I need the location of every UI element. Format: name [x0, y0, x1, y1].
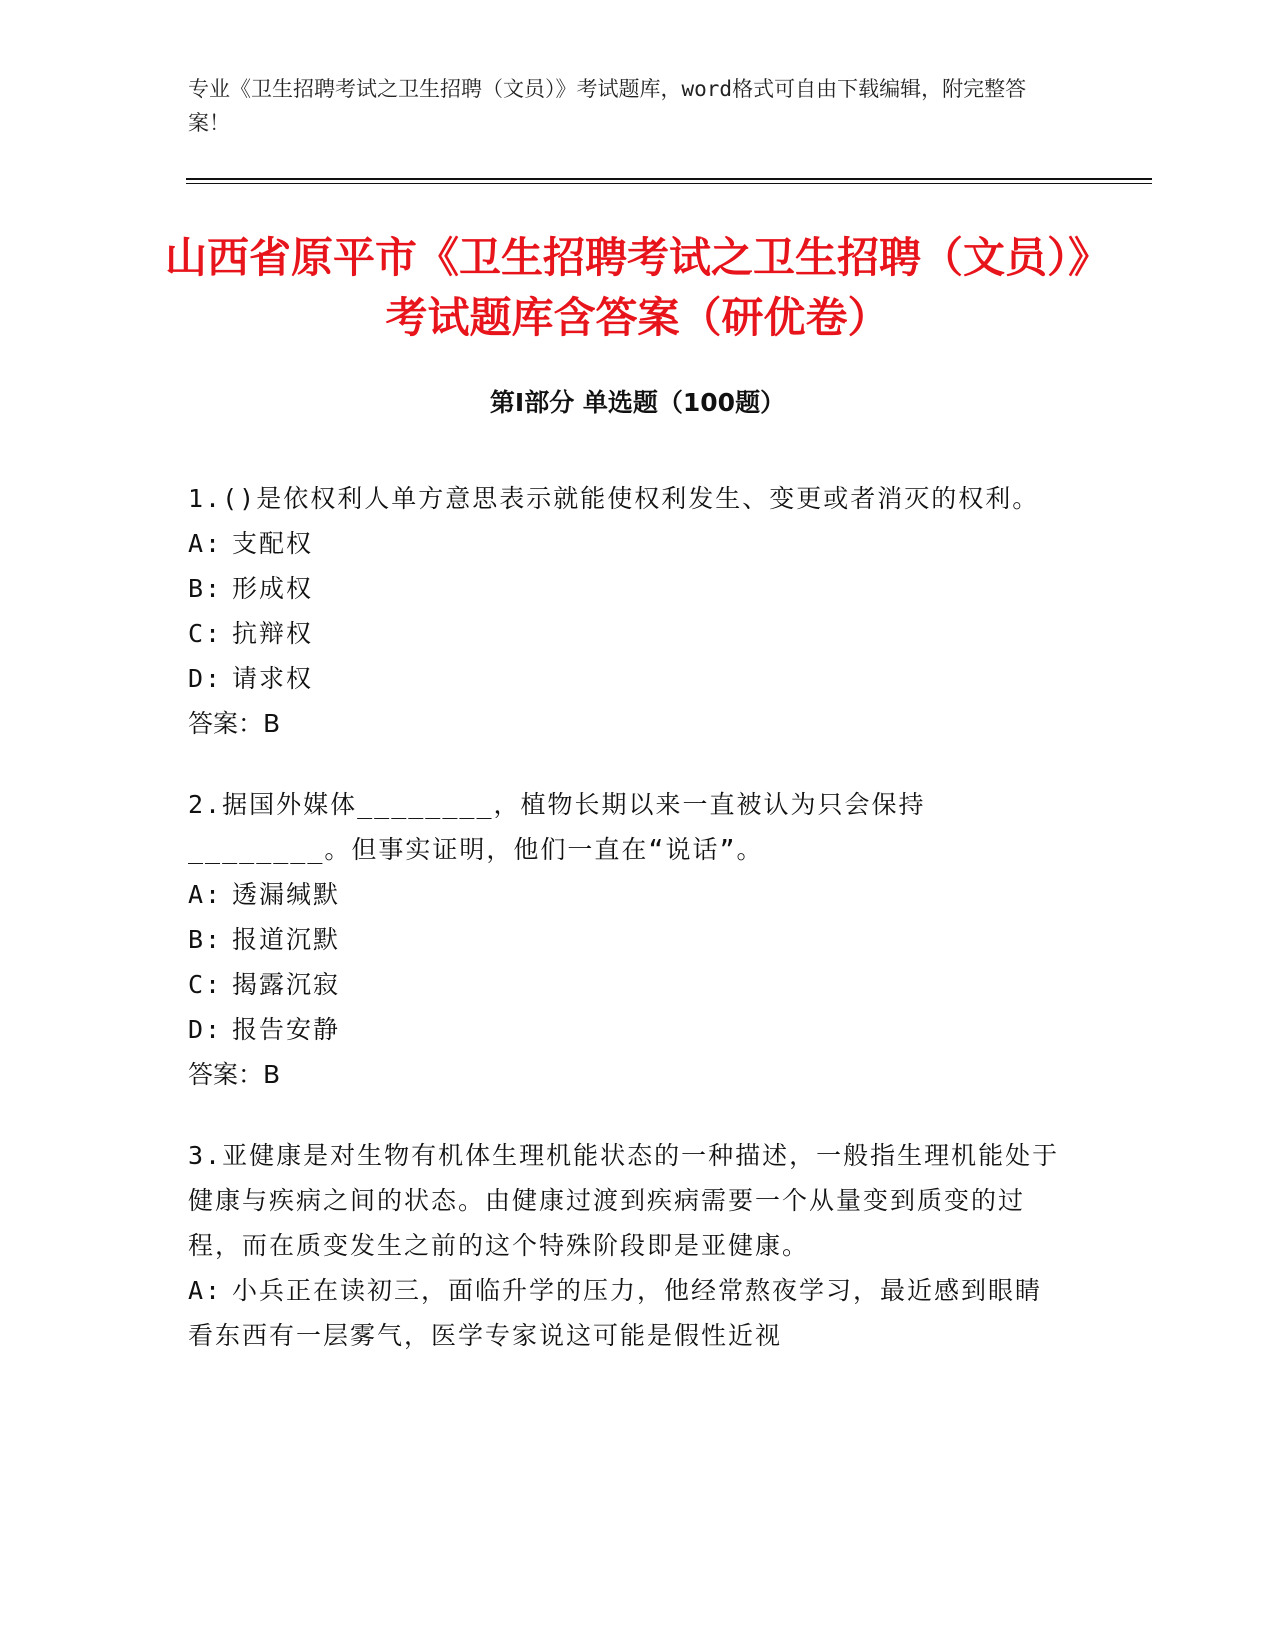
option-a [188, 872, 1068, 917]
option-d [188, 656, 1068, 701]
question-3 [188, 1133, 1068, 1358]
option-label: D: [188, 664, 223, 693]
option-label: A: [188, 529, 223, 558]
question-text: 3.亚健康是对生物有机体生理机能状态的一种描述，一般指生理机能处于健康与疾病之间的状态。由健康过渡到疾病需要一个从量变到质变的过程，而在质变发生之前的这个特殊阶段即是亚健康。 [188, 1141, 1060, 1260]
option-text: 揭露沉寂 [232, 970, 341, 999]
option-a [188, 521, 1068, 566]
option-d [188, 1007, 1068, 1052]
option-label: C: [188, 619, 223, 648]
option-label: C: [188, 970, 223, 999]
option-text: 报道沉默 [232, 925, 341, 954]
option-a [188, 1268, 1068, 1358]
question-2 [188, 782, 1068, 1097]
question-1 [188, 476, 1068, 746]
option-text: 小兵正在读初三，面临升学的压力，他经常熬夜学习，最近感到眼睛看东西有一层雾气，医学专家说这可能是假性近视 [188, 1276, 1043, 1350]
header-divider-thin [186, 183, 1152, 184]
option-label: A: [188, 880, 223, 909]
question-list [188, 476, 1068, 1394]
option-c [188, 611, 1068, 656]
header-note: 专业《卫生招聘考试之卫生招聘（文员）》考试题库，word格式可自由下载编辑，附完整答案！ [188, 77, 1027, 135]
option-text: 报告安静 [232, 1015, 341, 1044]
option-b [188, 917, 1068, 962]
option-label: A: [188, 1276, 223, 1305]
document-title: 山西省原平市《卫生招聘考试之卫生招聘（文员）》考试题库含答案（研优卷） [164, 233, 1110, 342]
option-text: 抗辩权 [232, 619, 314, 648]
option-c [188, 962, 1068, 1007]
header-divider-thick [186, 178, 1152, 180]
option-b [188, 566, 1068, 611]
question-text: 2.据国外媒体________，植物长期以来一直被认为只会保持________。但事实证明，他们一直在“说话”。 [188, 790, 926, 864]
option-text: 透漏缄默 [232, 880, 341, 909]
option-text: 支配权 [232, 529, 314, 558]
option-text: 形成权 [232, 574, 314, 603]
answer: 答案：B [188, 1060, 281, 1089]
question-text: 1.()是依权利人单方意思表示就能使权利发生、变更或者消灭的权利。 [188, 484, 1040, 513]
option-label: B: [188, 925, 223, 954]
option-label: D: [188, 1015, 223, 1044]
answer: 答案：B [188, 709, 281, 738]
option-text: 请求权 [232, 664, 314, 693]
section-heading: 第Ⅰ部分 单选题（100题） [489, 388, 786, 417]
option-label: B: [188, 574, 223, 603]
